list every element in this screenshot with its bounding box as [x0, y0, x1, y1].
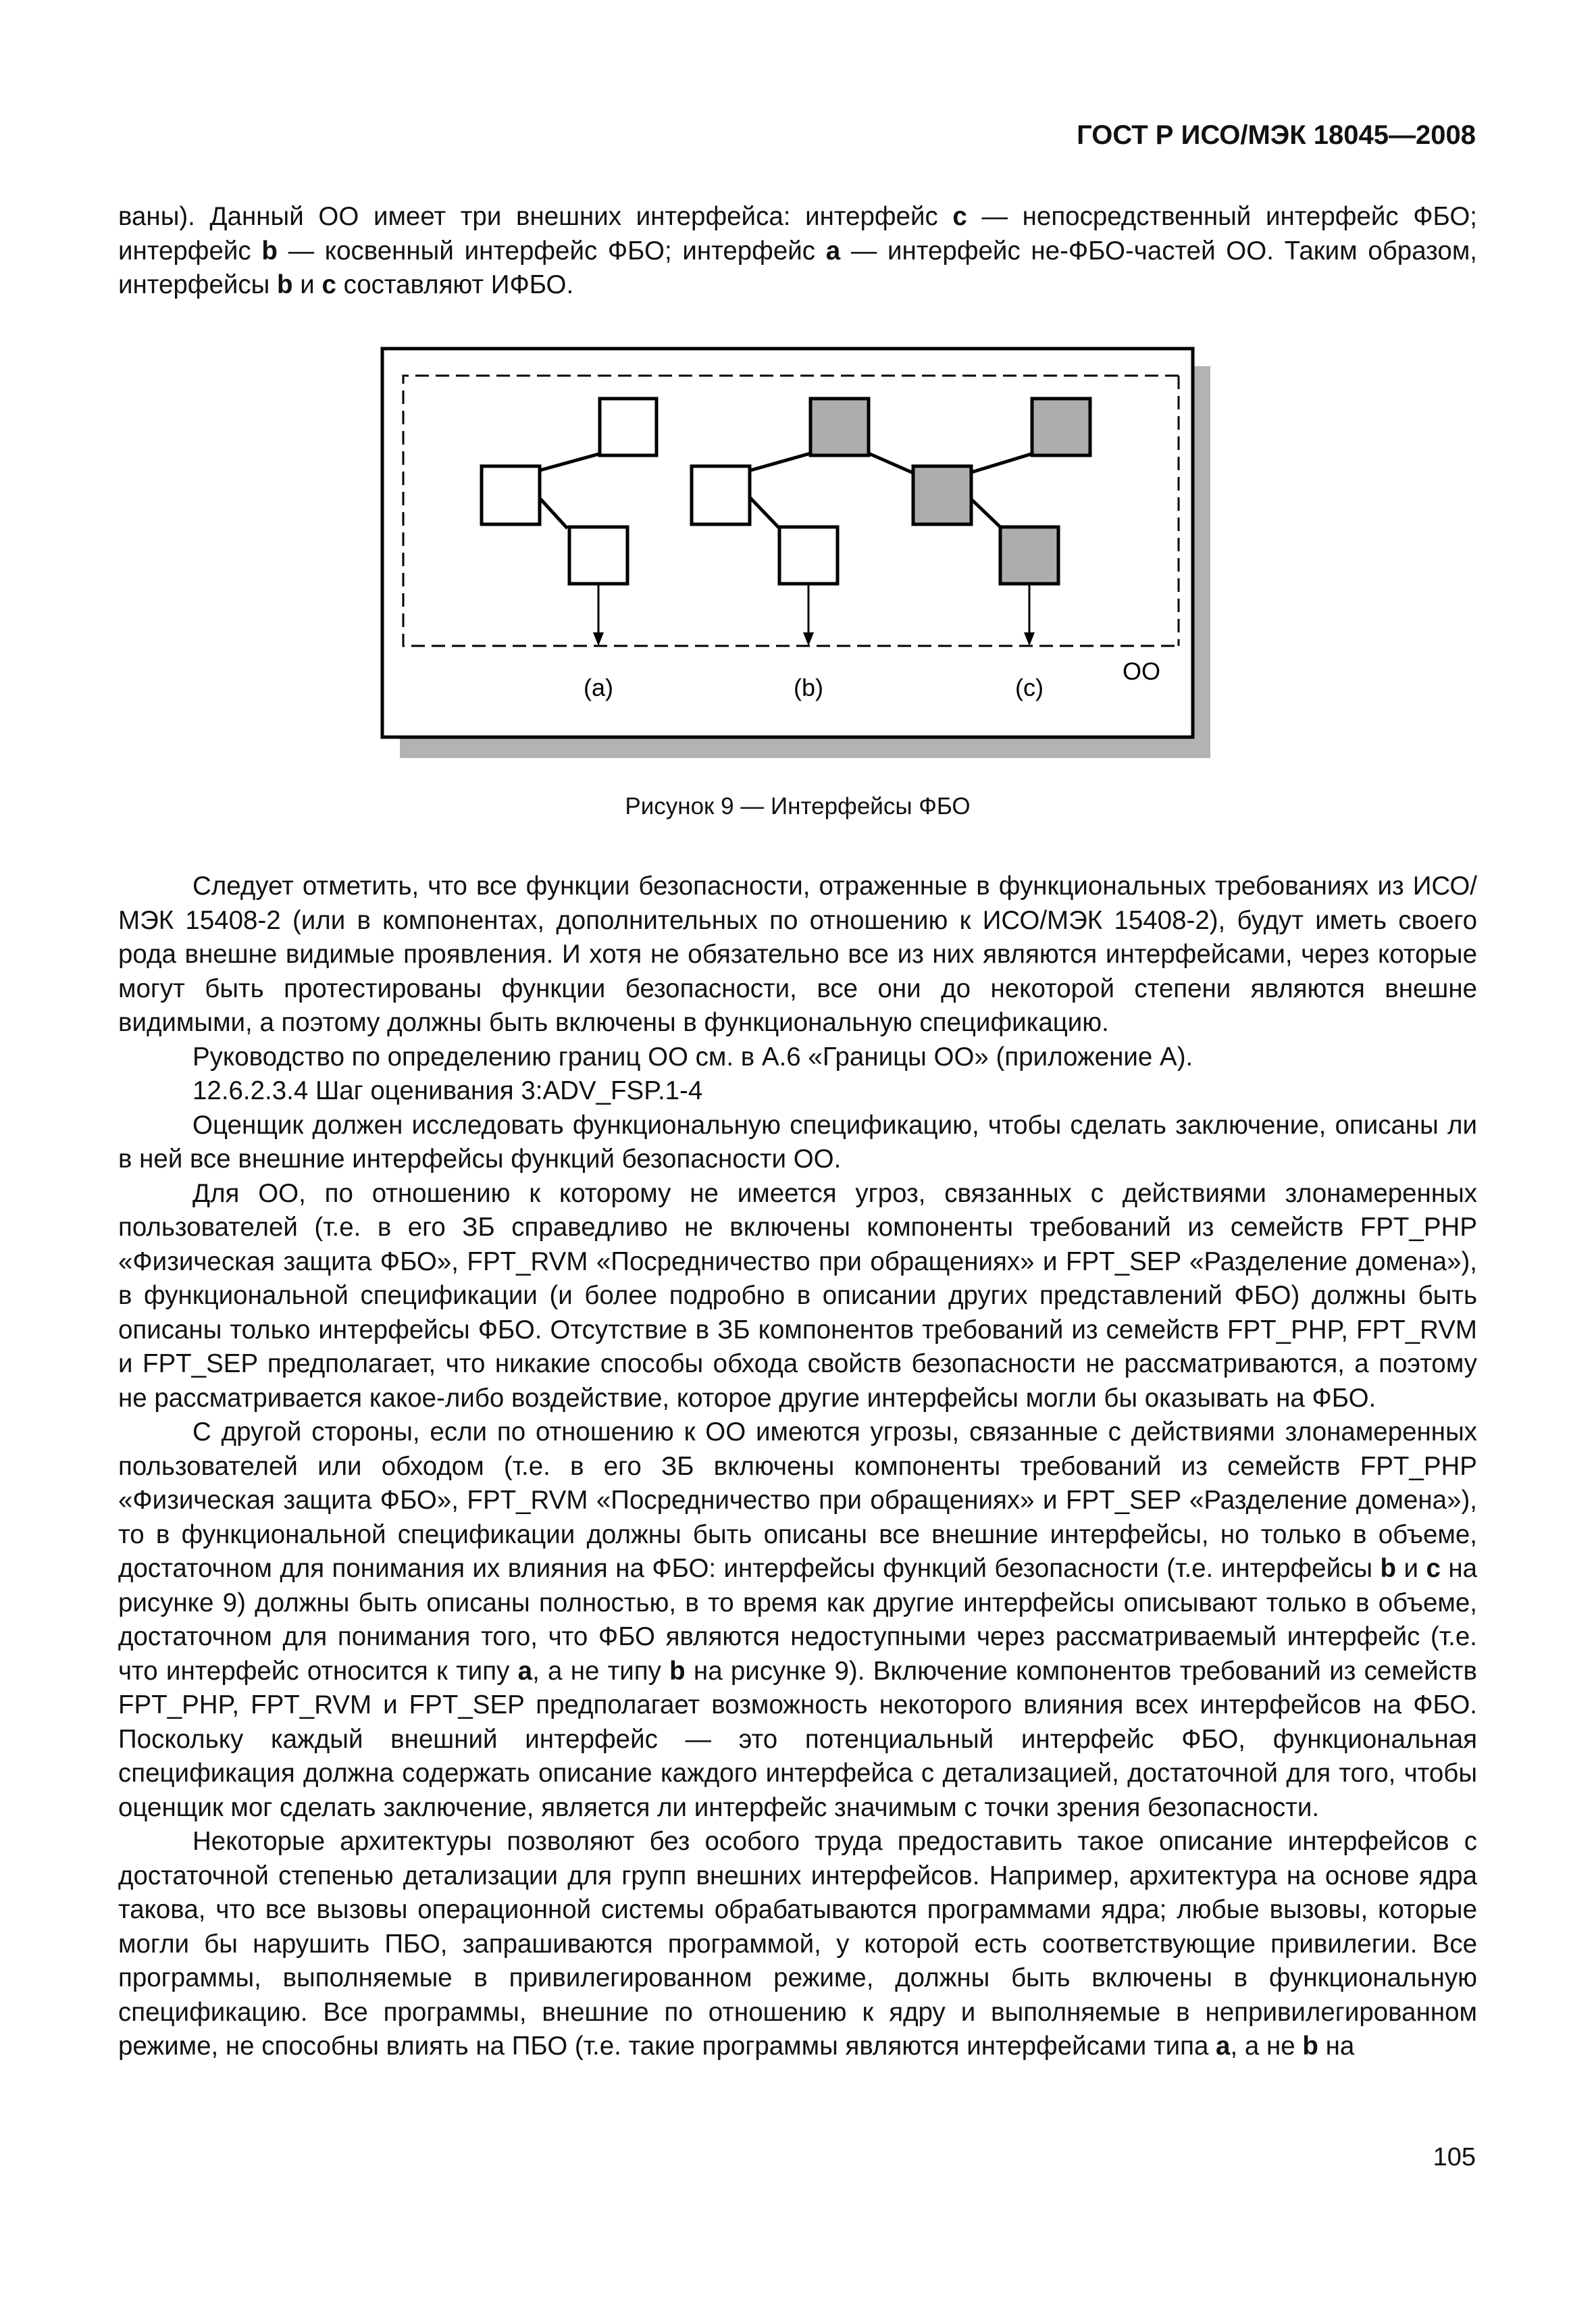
paragraph: С другой стороны, если по отношению к ОО имеются угрозы, связанные с действиями злонамеренных пользователей или обходом (т.е. в его ЗБ включены компоненты требований из семейств FPT_PHP «Физическая защита ФБО», FPT_RVM «Посредничество при обращениях» и FPT_SEP «Разделение домена»), то в функциональной спецификации должны быть описаны все внешние интерфейсы, но только в объеме, достаточном для понимания их влияния на ФБО: интерфейсы функций безопасности (т.е. интерфейсы b и c на рисунке 9) должны быть описаны полностью, в то время как другие интерфейсы описывают только в объеме, достаточном для понимания того, что ФБО являются недоступными через рассматриваемый интерфейс (т.е. что интерфейс относится к типу a, а не типу b на рисунке 9). Включение компонентов требований из семейств FPT_PHP, FPT_RVM и FPT_SEP предполагает возможность некоторого влияния всех интерфейсов на ФБО. Поскольку каждый внешний интерфейс — это потенциальный интерфейс ФБО, функциональная спецификация должна содержать описание каждого интерфейса с детализацией, достаточной для того, чтобы оценщик мог сделать заключение, является ли интерфейс значимым с точки зрения безопасности. [118, 1417, 1477, 1822]
body-text [118, 870, 1477, 2064]
paragraph: Некоторые архитектуры позволяют без особого труда предоставить такое описание интерфейсов с достаточной степенью детализации для групп внешних интерфейсов. Например, архитектура на основе ядра такова, что все вызовы операционной системы обрабатываются программами ядра; любые вызовы, которые могли бы нарушить ПБО, запрашиваются программой, у которой есть соответствующие привилегии. Все программы, выполняемые в привилегированном режиме, должны быть включены в функциональную спецификацию. Все программы, внешние по отношению к ядру и выполняемые в непривилегированном режиме, не способны влиять на ПБО (т.е. такие программы являются интерфейсами типа a, а не b на [118, 1827, 1477, 2061]
document-header: ГОСТ Р ИСО/МЭК 18045—2008 [1077, 120, 1476, 150]
paragraph: Для ОО, по отношению к которому не имеется угроз, связанных с действиями злонамеренных пользователей (т.е. в его ЗБ справедливо не включены компоненты требований из семейств FPT_PHP «Физическая защита ФБО», FPT_RVM «Посредничество при обращениях» и FPT_SEP «Разделение домена»), в функциональной спецификации (и более подробно в описании других представлений ФБО) должны быть описаны только интерфейсы ФБО. Отсутствие в ЗБ компонентов требований из семейств FPT_PHP, FPT_RVM и FPT_SEP предполагает, что никакие способы обхода свойств безопасности не рассматриваются, а поэтому не рассматривается какое-либо воздействие, которое другие интерфейсы могли бы оказывать на ФБО. [118, 1178, 1477, 1413]
figure-caption: Рисунок 9 — Интерфейсы ФБО [625, 793, 971, 820]
toe-label: ОО [1122, 657, 1161, 685]
paragraph: 12.6.2.3.4 Шаг оценивания 3:ADV_FSP.1-4 [192, 1076, 703, 1105]
node-c-top-tsf [1032, 399, 1090, 455]
intro-paragraph: ваны). Данный ОО имеет три внешних интерфейса: интерфейс c — непосредственный интерфейс ФБО; интерфейс b — косвенный интерфейс ФБО; интерфейс a — интерфейс не-ФБО-частей ОО. Таким образом, интерфейсы b и c составляют ИФБО. [118, 202, 1477, 299]
node-c-bottom-tsf [1000, 527, 1058, 584]
node-a-bottom [569, 527, 627, 584]
node-b-top-tsf [810, 399, 869, 455]
page-number: 105 [1433, 2143, 1476, 2171]
node-b-bottom [779, 527, 838, 584]
paragraph: Руководство по определению границ ОО см. в А.6 «Границы ОО» (приложение А). [192, 1042, 1193, 1072]
paragraph: Оценщик должен исследовать функциональную спецификацию, чтобы сделать заключение, описаны ли в ней все внешние интерфейсы функций безопасности ОО. [118, 1110, 1477, 1174]
interface-label-c: (c) [1015, 674, 1044, 701]
node-c-mid-tsf [913, 466, 971, 524]
paragraph: Следует отметить, что все функции безопасности, отраженные в функциональных требованиях из ИСО/МЭК 15408-2 (или в компонентах, дополнительных по отношению к ИСО/МЭК 15408-2), будут иметь своего рода внешне видимые проявления. И хотя не обязательно все из них являются интерфейсами, через которые могут быть протестированы функции безопасности, все они до некоторой степени являются внешне видимыми, а поэтому должны быть включены в функциональную спецификацию. [118, 872, 1477, 1037]
node-a-mid [482, 466, 540, 524]
interface-label-b: (b) [794, 674, 823, 701]
node-a-top [600, 399, 657, 455]
figure-9-diagram [378, 345, 1216, 763]
node-b-mid [692, 466, 750, 524]
interface-label-a: (a) [584, 674, 613, 701]
